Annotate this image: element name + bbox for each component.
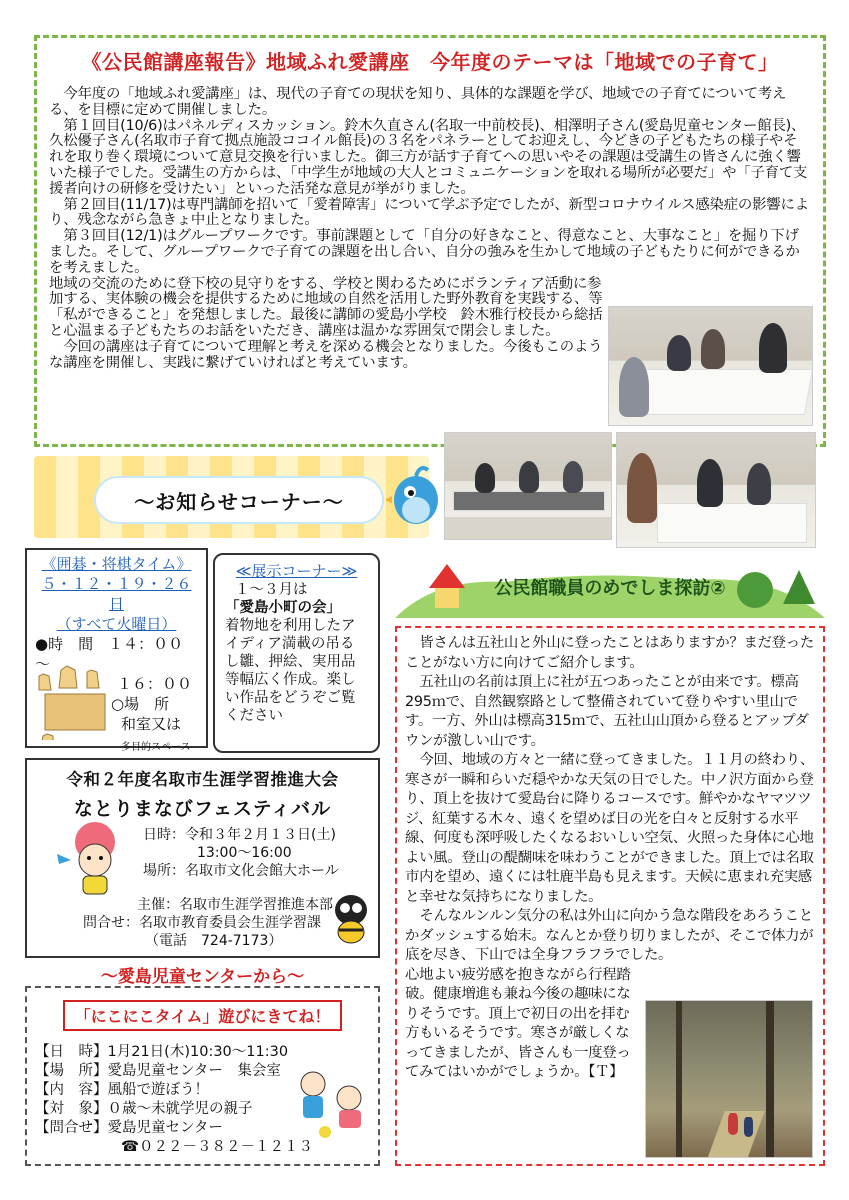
exhibit-name: 「愛島小町の会」 — [225, 600, 341, 616]
closing-talk-photo — [616, 432, 816, 548]
kids-row-place: 【場 所】愛島児童センター 集会室 — [35, 1063, 281, 1079]
kids-row-contact: 【問合せ】愛島児童センター — [35, 1120, 223, 1136]
mountain-trail-photo — [645, 1000, 813, 1158]
kids-event-box — [25, 986, 380, 1166]
go-shogi-box — [25, 548, 208, 753]
report-paragraph: 第２回目(11/17)は専門講師を招いて「愛着障害」について学ぶ予定でしたが、新型コロナウイルス感染症の影響により、残念ながら急きょ中止となりました。 — [49, 196, 809, 229]
report-title: 《公民館講座報告》地域ふれ愛講座 今年度のテーマは「地域での子育て」 — [81, 50, 779, 74]
group-work-photo — [608, 306, 813, 426]
staff-title: 公民館職員のめでしま探訪② — [494, 578, 726, 599]
festival-time: 13:00～16:00 — [197, 845, 292, 861]
festival-box — [25, 758, 380, 958]
report-paragraph: 第３回目(12/1)はグループワークです。事前課題として「自分の好きなこと、得意なこと、大事なこと」を掘り下げました。そして、グループワークで子育ての課題を出し合い、自分の強みを生かして地域の子どもたりに何ができるかを考えました。 — [49, 228, 800, 276]
kids-row-date: 【日 時】1月21日(木)10:30～11:30 — [35, 1044, 289, 1060]
report-paragraph: 地域の交流のために登下校の見守りをする、学校と関わるためにボランティア活動に参加する、実体験の機会を提供するために地域の自然を活用した野外教育を実践する、等「私ができること」を発想しました。最後に講師の愛島小学校 鈴木雅行校長から総括と心温まる子どもたちのお話をいただき、講座は温かな雰囲気で閉会しました。 — [49, 275, 603, 339]
staff-paragraph: 皆さんは五社山と外山に登ったことはありますか？まだ登ったことがない方に向けてご紹介します。 — [405, 635, 814, 671]
mascot-icon — [51, 820, 137, 900]
festival-phone: （電話 724-7173） — [145, 933, 283, 949]
exhibit-title: ≪展示コーナー≫ — [235, 562, 358, 580]
kids-event-title: 「にこにこタイム」遊びにきてね！ — [63, 1000, 343, 1031]
go-dates: ５・１２・１９・２６日 — [41, 575, 192, 613]
report-paragraph: 今年度の「地域ふれ愛講座」は、現代の子育ての現状を知り、具体的な課題を学び、地域での子育てについて考える、を目標に定めて開催しました。 — [49, 86, 787, 118]
go-place-label: ○場 所 — [111, 695, 170, 713]
festival-contact: 問合せ：名取市教育委員会生涯学習課 — [83, 915, 321, 931]
shogi-pieces-icon — [37, 660, 109, 740]
go-title: 《囲碁・将棋タイム》 — [41, 555, 192, 573]
bee-mascot-icon — [327, 890, 375, 946]
bluebird-icon — [386, 460, 446, 536]
kids-row-content: 【内 容】風船で遊ぼう！ — [35, 1082, 209, 1098]
go-time-end: １６：００ — [117, 675, 193, 693]
staff-paragraph: そんなルンルン気分の私は外山に向かう急な階段をあろうことかダッシュする始末。なんとか登り切りましたが、そこで体力が底を尽き、下山では全身フラフラでした。 — [405, 908, 814, 963]
go-place: 和室又は — [121, 715, 182, 733]
go-weekday: （すべて火曜日） — [56, 615, 177, 633]
kids-row-target: 【対 象】０歳～未就学児の親子 — [35, 1101, 253, 1117]
staff-paragraph: 心地よい疲労感を抱きながら行程踏破。健康増進も兼ね今後の趣味になりそうです。頂上で初日の出を拝む方もいるそうです。寒さが厳しくなってきましたが、皆さんも一度登ってみてはいかがでしょうか。【Ｔ】 — [405, 966, 631, 1080]
report-paragraph: 今回の講座は子育てについて理解と考えを深める機会となりました。今後もこのような講座を開催し、実践に繋げていければと考えています。 — [49, 338, 603, 371]
exhibit-box — [213, 553, 380, 753]
report-paragraph: 第１回目(10/6)はパネルディスカッション。鈴木久直さん(名取一中前校長)、相澤明子さん(愛島児童センター館長)、久松優子さん(名取市子育て拠点施設ココイル館長)の３名をパネラーとしてお迎えし、今どきの子どもたちの様子やそれを取り巻く環境について意見交換を行いました。御三方が話す子育てへの思いやその課題は受講生の皆さんに強く響いた様子でした。受講生の方からは、「中学生が地域の大人とコミュニケーションを取れる場所が必要だ」や「子育て支援者向けの研修を受けたい」といった活発な意見が挙がりました。 — [49, 117, 808, 197]
notice-banner — [34, 456, 429, 538]
kids-section-title: ～愛島児童センターから～ — [100, 967, 305, 987]
kids-playing-icon — [289, 1064, 375, 1144]
festival-host: 主催：名取市生涯学習推進本部 — [137, 897, 333, 913]
panel-discussion-photo — [444, 432, 612, 540]
festival-heading: 令和２年度名取市生涯学習推進大会 — [66, 770, 339, 789]
staff-paragraph: 今回、地域の方々と一緒に登ってきました。１１月の終わり、寒さが一瞬和らいだ穏やかな天気の日でした。中ノ沢方面から登り、頂上を抜けて愛島台に降りるコースです。鮮やかなヤマツツジ、紅葉する木々、遠くを望めば日の光を白々と反射する水平線、何度も深呼吸したくなるおいしい空気、火照った身体に心地よい風。登山の醍醐味を味わうことができました。頂上では名取市内を望め、遠くには牡鹿半島も見えます。天候に恵まれ充実感と幸せな気持ちになりました。 — [405, 752, 814, 905]
kids-row-phone: ☎０２２－３８２－１２１３ — [121, 1139, 314, 1155]
notice-title: ～お知らせコーナー～ — [94, 476, 384, 524]
festival-place: 場所：名取市文化会館大ホール — [143, 863, 339, 879]
festival-title: なとりまなびフェスティバル — [73, 798, 332, 820]
festival-date: 日時：令和３年２月１３日(土) — [143, 827, 336, 843]
exhibit-period: １～３月は — [235, 582, 308, 598]
exhibit-description: 着物地を利用したアイディア満載の吊るし雛、押絵、実用品等幅広く作成。楽しい作品をどうぞご覧ください — [225, 618, 356, 724]
go-time: ●時 間 １４：００～ — [35, 635, 184, 673]
staff-paragraph: 五社山の名前は頂上に社が五つあったことが由来です。標高295ｍで、自然観察路として整備されていて登りやすい里山です。一方、外山は標高315ｍで、五社山山頂から登るとアップダウンが激しい山です。 — [405, 674, 809, 749]
go-place2: 多目的スペース — [121, 742, 191, 753]
